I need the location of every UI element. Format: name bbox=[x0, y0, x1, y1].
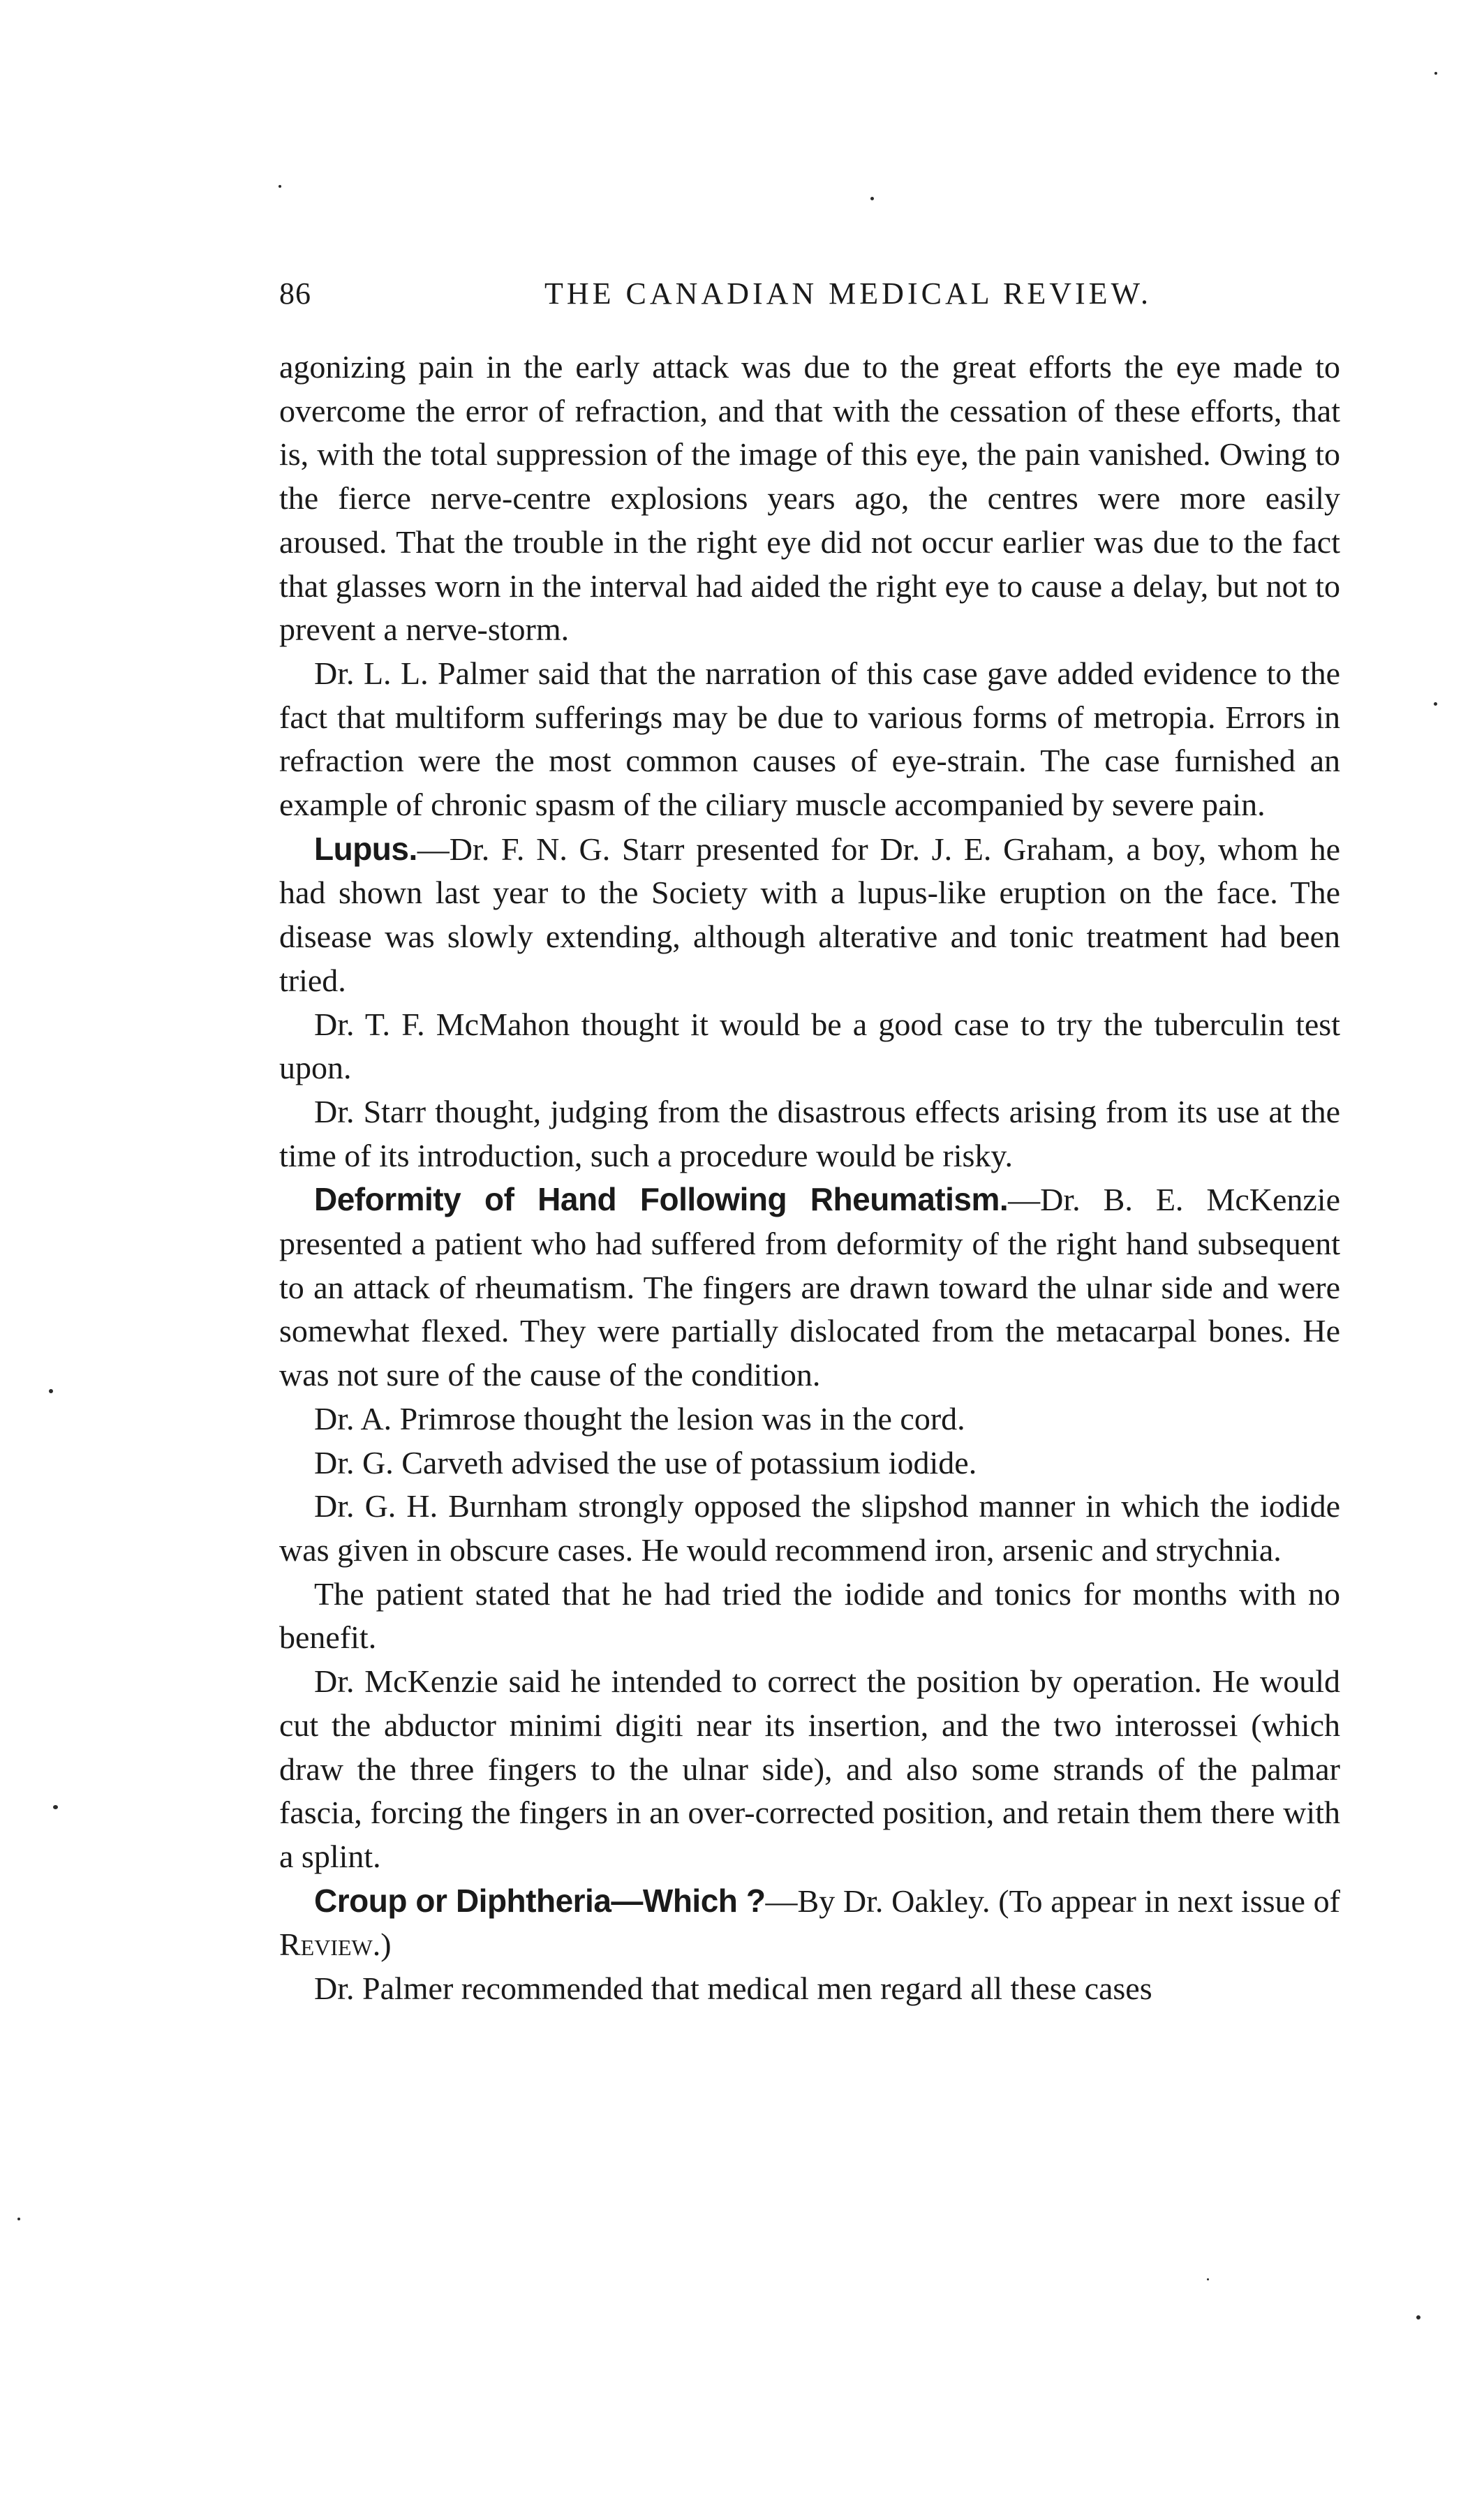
paragraph-8 bbox=[279, 1441, 1340, 1485]
paragraph-text: Dr. G. Carveth advised the use of potassium iodide. bbox=[314, 1444, 977, 1480]
scan-speck bbox=[1207, 2278, 1209, 2280]
scan-speck bbox=[279, 185, 281, 188]
paragraph-text: —Dr. F. N. G. Starr presented for Dr. J. E. Graham, a boy, whom he had shown last year to the Society with a lupus-like eruption on the face. The disease was slowly extending, although alterative and tonic treatment had been tried. bbox=[279, 831, 1340, 998]
journal-name: Review bbox=[279, 1927, 373, 1963]
paragraph-text: Dr. Starr thought, judging from the disastrous effects arising from its use at the time of its introduction, such a procedure would be risky. bbox=[279, 1093, 1340, 1173]
paragraph-11 bbox=[279, 1660, 1340, 1879]
paragraph-4 bbox=[279, 1003, 1340, 1090]
paragraph-croup bbox=[279, 1879, 1340, 1967]
article-body bbox=[279, 346, 1340, 2011]
scan-speck bbox=[1434, 72, 1437, 75]
section-heading-lupus: Lupus. bbox=[314, 830, 417, 867]
paragraph-9 bbox=[279, 1485, 1340, 1572]
scan-speck bbox=[53, 1805, 58, 1809]
scan-speck bbox=[1434, 702, 1437, 706]
running-title: THE CANADIAN MEDICAL REVIEW. bbox=[544, 276, 1152, 311]
document-page bbox=[279, 276, 1340, 2011]
paragraph-13 bbox=[279, 1967, 1340, 2011]
paragraph-tail: .) bbox=[372, 1927, 392, 1963]
paragraph-text: Dr. A. Primrose thought the lesion was in the cord. bbox=[314, 1400, 965, 1437]
paragraph-2 bbox=[279, 652, 1340, 827]
paragraph-lupus bbox=[279, 827, 1340, 1003]
scan-speck bbox=[870, 197, 874, 200]
paragraph-text: The patient stated that he had tried the iodide and tonics for months with no benefit. bbox=[279, 1575, 1340, 1656]
page-header bbox=[279, 276, 1340, 332]
paragraph-text: —By Dr. Oakley. (To appear in next issue of bbox=[765, 1883, 1341, 1919]
scan-speck bbox=[49, 1389, 53, 1393]
paragraph-1 bbox=[279, 346, 1340, 652]
paragraph-5 bbox=[279, 1090, 1340, 1178]
paragraph-text: Dr. T. F. McMahon thought it would be a good case to try the tuberculin test upon. bbox=[279, 1006, 1340, 1086]
section-heading-croup: Croup or Diphtheria—Which ? bbox=[314, 1882, 766, 1919]
paragraph-text: Dr. L. L. Palmer said that the narration of this case gave added evidence to the fact that multiform sufferings may be due to various forms of metropia. Errors in refraction were the most common causes of eye-strain. The case furnished an example of chronic spasm of the ciliary muscle accompanied by severe pain. bbox=[279, 655, 1340, 823]
scan-speck bbox=[1416, 2315, 1420, 2319]
paragraph-text: Dr. G. H. Burnham strongly opposed the slipshod manner in which the iodide was given in obscure cases. He would recommend iron, arsenic and strychnia. bbox=[279, 1488, 1340, 1568]
paragraph-deformity bbox=[279, 1178, 1340, 1397]
section-heading-deformity: Deformity of Hand Following Rheumatism. bbox=[314, 1181, 1009, 1218]
page-number: 86 bbox=[279, 276, 311, 311]
paragraph-text: agonizing pain in the early attack was due to the great efforts the eye made to overcome the error of refraction, and that with the cessation of these efforts, that is, with the total suppression of the image of this eye, the pain vanished. Owing to the fierce nerve-centre explosions years ago, the centres were more easily aroused. That the trouble in the right eye did not occur earlier was due to the fact that glasses worn in the interval had aided the right eye to cause a delay, but not to prevent a nerve-storm. bbox=[279, 349, 1340, 648]
scan-speck bbox=[17, 2218, 20, 2220]
paragraph-7 bbox=[279, 1397, 1340, 1441]
paragraph-text: Dr. McKenzie said he intended to correct the position by operation. He would cut the abductor minimi digiti near its insertion, and the two interossei (which draw the three fingers to the ulnar side), and also some strands of the palmar fascia, forcing the fingers in an over-corrected position, and retain them there with a splint. bbox=[279, 1663, 1340, 1874]
paragraph-text: —Dr. B. E. McKenzie presented a patient who had suffered from deformity of the right hand subsequent to an attack of rheumatism. The fingers are drawn toward the ulnar side and were somewhat flexed. They were partially dislocated from the metacarpal bones. He was not sure of the cause of the condition. bbox=[279, 1182, 1340, 1393]
paragraph-10 bbox=[279, 1573, 1340, 1660]
paragraph-text: Dr. Palmer recommended that medical men regard all these cases bbox=[314, 1970, 1152, 2007]
